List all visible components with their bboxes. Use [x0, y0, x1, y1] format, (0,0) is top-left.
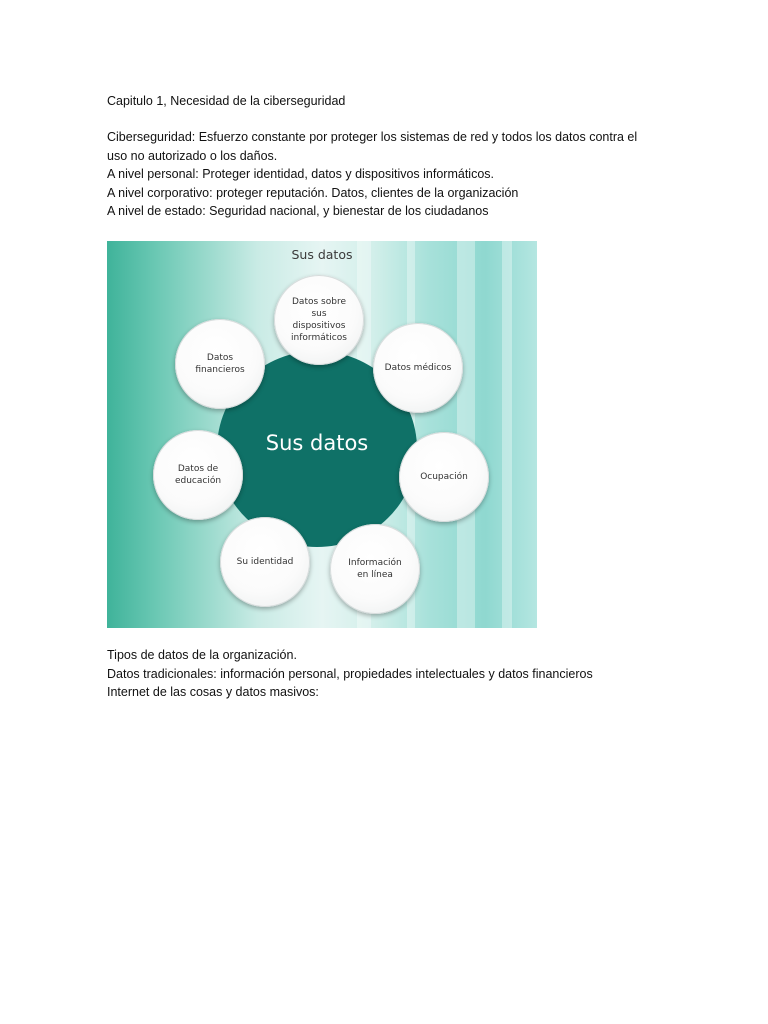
bubble-label: Ocupación [420, 472, 468, 482]
bubble-occupation [399, 432, 489, 522]
bubble-identity [220, 517, 310, 607]
bubble-label: Su identidad [236, 557, 294, 567]
diagram-title: Sus datos [291, 247, 353, 262]
bubble-label: Datos médicos [384, 363, 452, 373]
sus-datos-diagram [107, 241, 537, 628]
intro-paragraph [107, 128, 667, 221]
bubble-education-data [153, 430, 243, 520]
chapter-title: Capitulo 1, Necesidad de la ciberseguridad [107, 94, 346, 108]
bubble-label: Datos financieros [195, 353, 245, 375]
bubble-online-information [330, 524, 420, 614]
organization-data-types-line: Tipos de datos de la organización. [107, 648, 297, 662]
bubble-label: Información en línea [348, 558, 402, 580]
personal-level-line: A nivel personal: Proteger identidad, datos y dispositivos informáticos. [107, 167, 495, 181]
chapter-heading [107, 92, 667, 111]
background-stripe [502, 241, 512, 628]
organization-data-paragraph [107, 646, 667, 702]
definition-line-1: Ciberseguridad: Esfuerzo constante por proteger los sistemas de red y todos los datos contra el [107, 130, 638, 144]
state-level-line: A nivel de estado: Seguridad nacional, y bienestar de los ciudadanos [107, 204, 489, 218]
bubble-financial-data [175, 319, 265, 409]
traditional-data-line: Datos tradicionales: información personal, propiedades intelectuales y datos financieros [107, 666, 593, 681]
iot-big-data-line: Internet de las cosas y datos masivos: [107, 685, 319, 699]
bubble-medical-data [373, 323, 463, 413]
corporate-level-line: A nivel corporativo: proteger reputación. Datos, clientes de la organización [107, 185, 519, 200]
definition-line-2: uso no autorizado o los daños. [107, 148, 278, 163]
bubble-device-data [274, 275, 364, 365]
bubble-label: Datos de educación [174, 464, 222, 486]
central-hub-label: Sus datos [265, 431, 369, 455]
bubble-label: Datos sobre sus dispositivos informáticos [291, 297, 347, 343]
